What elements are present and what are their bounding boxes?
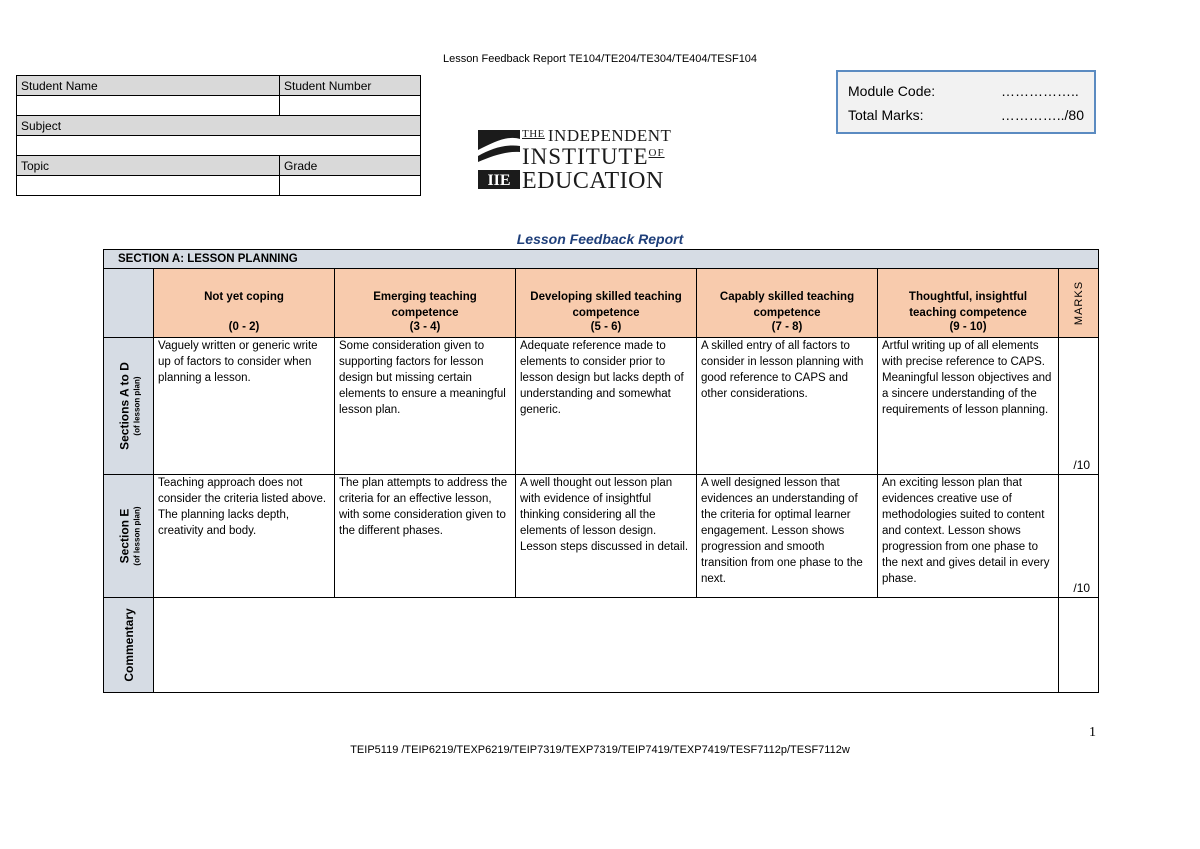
row-label-sections-a-d [104,338,154,475]
grade-label: Grade [280,156,421,176]
column-range: (0 - 2) [228,321,260,333]
topic-label: Topic [17,156,280,176]
column-name: Developing skilled teaching competence [530,291,682,319]
marks-cell[interactable] [1059,475,1099,598]
document-header-title: Lesson Feedback Report TE104/TE204/TE304/TE404/TESF104 [442,53,758,65]
total-marks-label: Total Marks: [848,107,924,123]
rubric-cell: Artful writing up of all elements with precise reference to CAPS. Meaningful lesson objectives and a sincere understanding of the requirements of lesson planning. [878,338,1059,475]
commentary-field[interactable] [154,598,1059,693]
student-number-label: Student Number [280,76,421,96]
column-name: Not yet coping [204,291,284,303]
row-sublabel: (of lesson plan) [132,376,141,436]
topic-field[interactable] [17,176,280,196]
module-code-row [848,79,1084,103]
column-range: (5 - 6) [590,321,622,333]
row-sublabel: (of lesson plan) [132,506,141,566]
column-range: (7 - 8) [771,321,803,333]
column-header-1 [154,269,335,338]
column-name: Thoughtful, insightful teaching competence [908,291,1028,319]
section-title: SECTION A: LESSON PLANNING [104,250,1099,269]
row-label-section-e [104,475,154,598]
report-title: Lesson Feedback Report [516,231,684,247]
column-header-3 [516,269,697,338]
row-label-commentary [104,598,154,693]
logo-line3: EDUCATION [522,168,664,194]
module-marks-box [836,70,1096,134]
student-name-label: Student Name [17,76,280,96]
rubric-table [103,249,1099,693]
rubric-cell: Adequate reference made to elements to consider prior to lesson design but lacks depth of understanding and somewhat generic. [516,338,697,475]
column-header-5 [878,269,1059,338]
module-code-value[interactable]: …………….. [1001,83,1079,99]
marks-value: /10 [1073,458,1091,472]
row-label: Sections A to D [117,362,131,450]
grade-field[interactable] [280,176,421,196]
total-marks-value[interactable]: …………../80 [1000,107,1084,123]
rubric-cell: The plan attempts to address the criteria for an effective lesson, with some consideration given to the different phases. [335,475,516,598]
rubric-cell: An exciting lesson plan that evidences creative use of methodologies suited to content and context. Lesson shows progression from one phase to the next and gives detail in every phase. [878,475,1059,598]
student-number-field[interactable] [280,96,421,116]
logo-the: THE [522,128,545,140]
student-name-field[interactable] [17,96,280,116]
column-name: Emerging teaching competence [373,291,477,319]
page-number: 1 [1089,725,1096,740]
total-marks-row [848,103,1084,127]
marks-value: /10 [1073,581,1091,595]
rubric-cell: A well designed lesson that evidences an understanding of the criteria for optimal learner engagement. Lesson shows progression and smooth transition from one phase to the next. [697,475,878,598]
iie-logo-icon [478,126,520,190]
rubric-cell: Vaguely written or generic write up of factors to consider when planning a lesson. [154,338,335,475]
commentary-label: Commentary [121,608,136,682]
column-header-2 [335,269,516,338]
column-name: Capably skilled teaching competence [719,291,855,319]
column-range: (3 - 4) [409,321,441,333]
marks-cell[interactable] [1059,338,1099,475]
commentary-marks-cell [1059,598,1099,693]
rubric-cell: Some consideration given to supporting factors for lesson design but missing certain elements to ensure a meaningful lesson plan. [335,338,516,475]
rubric-cell: A skilled entry of all factors to consider in lesson planning with good reference to CAPS and other considerations. [697,338,878,475]
column-range: (9 - 10) [949,321,987,333]
footer-module-codes: TEIP5119 /TEIP6219/TEXP6219/TEIP7319/TEXP7319/TEIP7419/TEXP7419/TESF7112p/TESF7112w [350,744,850,756]
row-label: Section E [117,508,131,564]
marks-header-label: MARKS [1072,280,1085,326]
column-header-4 [697,269,878,338]
student-info-table [16,75,421,196]
marks-header [1059,269,1099,338]
logo-wordmark [522,126,671,193]
logo-line1: INDEPENDENT [547,126,672,145]
logo-of: OF [648,147,665,159]
header-corner [104,269,154,338]
module-code-label: Module Code: [848,83,936,99]
rubric-cell: Teaching approach does not consider the criteria listed above. The planning lacks depth, creativity and body. [154,475,335,598]
subject-label: Subject [17,116,421,136]
rubric-cell: A well thought out lesson plan with evidence of insightful thinking considering all the elements of lesson design. Lesson steps discussed in detail. [516,475,697,598]
logo-line2: INSTITUTE [522,144,649,169]
subject-field[interactable] [17,136,421,156]
iie-logo [478,126,710,192]
logo-mark-text: IIE [487,172,511,189]
